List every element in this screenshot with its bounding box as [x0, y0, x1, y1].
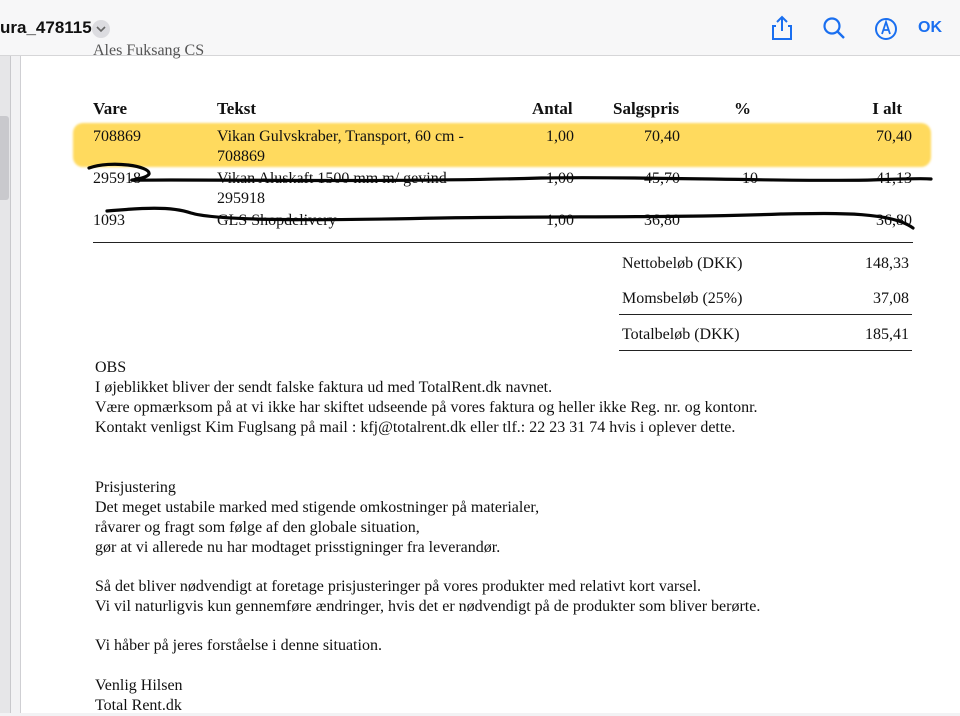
- header-antal: Antal: [532, 99, 573, 118]
- total-label: Totalbeløb (DKK): [622, 326, 740, 343]
- markup-icon[interactable]: [872, 14, 900, 42]
- moms-value: 37,08: [873, 290, 909, 307]
- pris-heading: Prisjustering: [95, 479, 176, 496]
- header-tekst: Tekst: [217, 99, 257, 118]
- totals-rule: [619, 314, 912, 315]
- ok-button[interactable]: OK: [918, 19, 942, 36]
- header-pct: %: [734, 99, 751, 118]
- line-antal: 1,00: [546, 212, 574, 229]
- line-tekst-2: 708869: [217, 148, 265, 165]
- obs-line: Være opmærksom på at vi ikke har skiftet udseende på vores faktura og heller ikke Reg. nr. og kontonr.: [95, 399, 758, 416]
- pris-line: Vi vil naturligvis kun gennemføre ændringer, hvis det er nødvendigt på de produkter som bliver berørte.: [95, 598, 761, 615]
- moms-label: Momsbeløb (25%): [622, 290, 743, 307]
- line-tekst: Vikan Aluskaft 1500 mm m/ gevind -: [217, 170, 457, 187]
- line-ialt: 70,40: [876, 128, 912, 145]
- line-salgspris: 36,80: [644, 212, 680, 229]
- total-value: 185,41: [865, 326, 909, 343]
- pris-line: Så det bliver nødvendigt at foretage prisjusteringer på vores produkter med relativt kort varsel.: [95, 578, 702, 595]
- line-ialt: 36,80: [876, 212, 912, 229]
- search-icon[interactable]: [820, 14, 848, 42]
- document-title[interactable]: ura_478115: [0, 18, 92, 37]
- line-ialt: 41,13: [876, 170, 912, 187]
- header-salgspris: Salgspris: [613, 99, 680, 118]
- line-vare: 708869: [93, 128, 141, 145]
- line-vare: 1093: [93, 212, 125, 229]
- document-page: [20, 42, 960, 714]
- netto-value: 148,33: [865, 255, 909, 272]
- thumbnail-sidebar[interactable]: [0, 56, 11, 713]
- obs-heading: OBS: [95, 359, 127, 376]
- pris-line: råvarer og fragt som følge af den globale situation,: [95, 519, 420, 536]
- netto-label: Nettobeløb (DKK): [622, 255, 743, 272]
- line-salgspris: 70,40: [644, 128, 680, 145]
- scroll-handle[interactable]: [0, 116, 9, 200]
- cut-off-text: Ales Fuksang CS: [93, 42, 205, 59]
- closing-company: Total Rent.dk: [95, 697, 182, 714]
- line-vare: 295918: [93, 170, 141, 187]
- line-antal: 1,00: [546, 128, 574, 145]
- pris-line: gør at vi allerede nu har modtaget prisstigninger fra leverandør.: [95, 539, 501, 556]
- closing-greeting: Venlig Hilsen: [95, 677, 183, 694]
- totals-bottom-rule: [619, 350, 912, 351]
- table-rule: [93, 242, 913, 243]
- share-icon[interactable]: [768, 14, 796, 42]
- line-pct: 10: [742, 170, 758, 187]
- line-tekst-2: 295918: [217, 190, 265, 207]
- obs-line: I øjeblikket bliver der sendt falske faktura ud med TotalRent.dk navnet.: [95, 379, 553, 396]
- chevron-down-icon[interactable]: [92, 20, 110, 38]
- header-vare: Vare: [93, 99, 127, 118]
- line-antal: 1,00: [546, 170, 574, 187]
- line-tekst: Vikan Gulvskraber, Transport, 60 cm -: [217, 128, 464, 145]
- header-ialt: I alt: [872, 99, 902, 118]
- pris-line: Det meget ustabile marked med stigende omkostninger på materialer,: [95, 499, 540, 516]
- line-salgspris: 45,70: [644, 170, 680, 187]
- obs-line: Kontakt venligst Kim Fuglsang på mail : kfj@totalrent.dk eller tlf.: 22 23 31 74 hvis i oplever dette.: [95, 419, 736, 436]
- line-tekst: GLS Shopdelivery: [217, 212, 337, 229]
- pris-line: Vi håber på jeres forståelse i denne situation.: [95, 637, 382, 654]
